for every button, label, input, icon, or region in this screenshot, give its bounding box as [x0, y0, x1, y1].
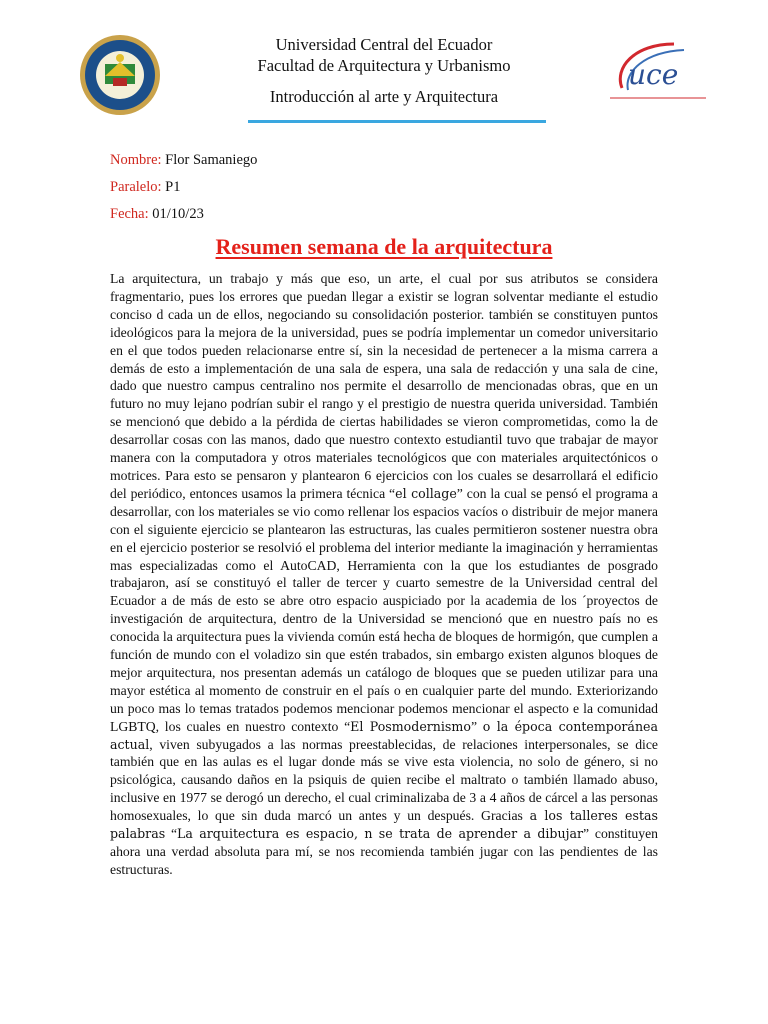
- body-emphasis: a los talleres estas palabras: [110, 808, 658, 842]
- paralelo-value: P1: [165, 179, 181, 195]
- body-paragraph: [110, 270, 658, 879]
- fecha-value: 01/10/23: [152, 206, 204, 222]
- header-divider: [248, 120, 546, 123]
- body-text-segment: , viven subyugados a las normas preestablecidas, de relaciones interpersonales, se dice también que en las aulas es el lugar donde más se vive esta violencia, no solo de género, si no psicológica, causando daños en la psiquis de quien recibe el maltrato o también llamado abuso, inclusive en 1977 se derogó un derecho, el cual criminalizaba de 3 a 4 años de cárcel a las personas homosexuales, lo que sin duda marcó un antes y un después. Gracias: [110, 736, 658, 824]
- paralelo-row: [110, 177, 257, 204]
- name-label: Nombre:: [110, 152, 162, 168]
- document-header: [0, 34, 768, 134]
- name-row: [110, 150, 257, 177]
- paralelo-label: Paralelo:: [110, 179, 162, 195]
- body-emphasis: o la época contemporánea actual: [110, 718, 659, 752]
- faculty-name: Facultad de Arquitectura y Urbanismo: [257, 56, 511, 75]
- body-text-segment: ” con la cual se pensó el programa a desarrollar, con los materiales se vio como rellenar los espacios vacíos o distribuir de mejor manera con el siguiente ejercicio se plantearon las estructuras, las cuales permitieron sostener nuestra obra en el ejercicio posterior se resolvió el problema del interior mediante la imaginación y herramientas mas especializadas como el AutoCAD, Herramienta con la que los estudiantes de posgrado trabajaron, así se constituyó el taller de tercer y cuarto semestre de la Universidad central del Ecuador a de más de esto se abre otro espacio auspiciado por la academia de los ´proyectos de investigación de arquitectura, dentro de la Universidad se mencionó que en nuestro país no es conocida la arquitectura pues la vivienda común está hecha de bloques de hormigón, que cumplen a función de mundo con el voladizo sin que estén trabados, sin embargo existen algunos bloques de mejor arquitectura, nos presentan además un catálogo de bloques que se pueden utilizar para una mayor estética al momento de construir en el país o en cualquier parte del mundo. Exteriorizando un poco mas lo temas tratados podemos mencionar podemos mencionar el aspecto e la comunidad LGBTQ, los cuales en nuestro contexto “: [110, 485, 659, 734]
- body-text-segment: “: [165, 826, 178, 842]
- body-emphasis: El Posmodernismo: [350, 718, 471, 734]
- fecha-row: [110, 204, 257, 231]
- course-name: Introducción al arte y Arquitectura: [269, 87, 499, 106]
- body-text-segment: La arquitectura, un trabajo y más que eso, un arte, el cual por sus atributos se considera fragmentario, pues los errores que puedan llegar a existir se logran solventar mediante el estudio conciso d cada un de ellos, negociando su consolidación posterior. también se constituyen puntos ideológicos para la mejora de la universidad, pues se podría implementar un comedor universitario en el que todos pueden relacionarse entre sí, sin la necesidad de pertenecer a la misma carrera a demás de esto a implementación de una sala de espera, una sala de redacción y una sala de cine, dado que nuestro campus centralino nos permite el desarrollo de mencionadas obras, que en un futuro no muy lejano podrían subir el rango y el prestigio de nuestra querida universidad. También se mencionó que debido a la pérdida de ciertas habilidades se vieron comprometidas, como la de desarrollar cosas con las manos, dado que nuestro contexto estudiantil tuvo que trabajar de mayor manera con la computadora y otros materiales tecnológicos que con materiales arquitectónicos o motrices. Para esto se pensaron y plantearon 6 ejercicios con los cuales se desarrollará el edificio del periódico, entonces usamos la primera técnica “: [110, 271, 658, 501]
- name-value: Flor Samaniego: [165, 152, 258, 168]
- svg-text:uce: uce: [628, 58, 679, 91]
- body-emphasis: La arquitectura es espacio, n se trata de aprender a dibujar: [177, 826, 584, 842]
- body-emphasis: el collage: [395, 485, 457, 501]
- university-name: Universidad Central del Ecuador: [275, 35, 493, 54]
- student-info: [110, 150, 257, 231]
- body-text-segment: ” constituyen ahora una verdad absoluta para mí, se nos recomienda también jugar con las pendientes de las estructuras.: [110, 826, 658, 877]
- document-title: Resumen semana de la arquitectura: [215, 234, 553, 259]
- body-text-segment: ”: [470, 718, 483, 734]
- uce-logo-icon: [604, 38, 712, 116]
- fecha-label: Fecha:: [110, 206, 149, 222]
